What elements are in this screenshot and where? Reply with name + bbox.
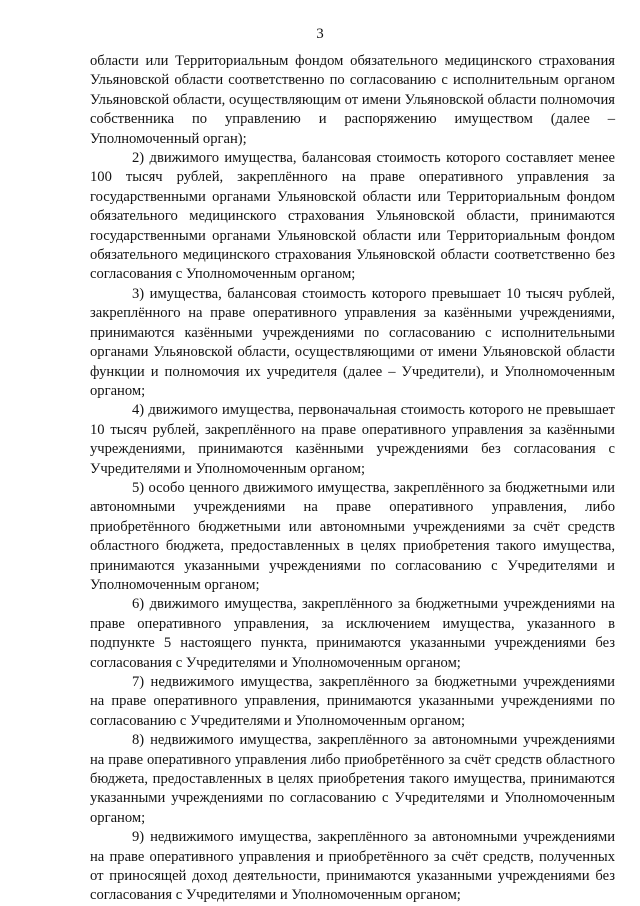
paragraph-item-6: 6) движимого имущества, закреплённого за бюджетными учреждениями на праве оперативного управления, за исключением имущества, указанного в подпункте 5 настоящего пункта, принимаются указанными учреждениями без согласования с Учредителями и Уполномоченным органом;: [90, 596, 615, 671]
paragraph-item-7: 7) недвижимого имущества, закреплённого за бюджетными учреждениями на праве оперативного управления, принимаются указанными учреждениями по согласованию с Учредителями и Уполномоченным органом;: [90, 674, 615, 729]
paragraph-item-8: 8) недвижимого имущества, закреплённого за автономными учреждениями на праве оперативного управления либо приобретённого за счёт средств областного бюджета, предоставленных в целях приобретения такого имущества, принимаются указанными учреждениями по согласованию с Учредителями и Уполномоченным органом;: [90, 732, 615, 826]
paragraph-item-4: 4) движимого имущества, первоначальная стоимость которого не превышает 10 тысяч рублей, закреплённого на праве оперативного управления за казёнными учреждениями, принимаются казёнными учреждениями без согласования с Учредителями и Уполномоченным органом;: [90, 402, 615, 477]
paragraph-item-9: 9) недвижимого имущества, закреплённого за автономными учреждениями на праве оперативного управления и приобретённого за счёт средств, полученных от приносящей доход деятельности, принимаются указанными учреждениями без согласования с Учредителями и Уполномоченным органом;: [90, 829, 615, 904]
paragraph-item-2: 2) движимого имущества, балансовая стоимость которого составляет менее 100 тысяч рублей, закреплённого на праве оперативного управления за государственными органами Ульяновской области или Территориальным фондом обязательного медицинского страхования Ульяновской области, принимаются государственными органами Ульяновской области или Территориальным фондом обязательного медицинского страхования Ульяновской области соответственно без согласования с Уполномоченным органом;: [90, 150, 615, 283]
paragraph-item-5: 5) особо ценного движимого имущества, закреплённого за бюджетными или автономными учреждениями на праве оперативного управления, либо приобретённого бюджетными или автономными учреждениями за счёт средств областного бюджета, предоставленных в целях приобретения такого имущества, принимаются указанными учреждениями по согласованию с Учредителями и Уполномоченным органом;: [90, 479, 615, 593]
paragraph-continuation: области или Территориальным фондом обязательного медицинского страхования Ульяновской области соответственно по согласованию с исполнительным органом Ульяновской области, осуществляющим от имени Ульяновской области полномочия собственника по управлению и распоряжению имуществом (далее – Уполномоченный орган);: [90, 53, 615, 147]
page-number: 3: [316, 26, 324, 42]
document-body: [90, 52, 615, 906]
paragraph-item-3: 3) имущества, балансовая стоимость которого превышает 10 тысяч рублей, закреплённого на праве оперативного управления за казёнными учреждениями, принимаются казёнными учреждениями по согласованию с исполнительными органами Ульяновской области, осуществляющими от имени Ульяновской области функции и полномочия их учредителя (далее – Учредители), и Уполномоченным органом;: [90, 285, 615, 399]
